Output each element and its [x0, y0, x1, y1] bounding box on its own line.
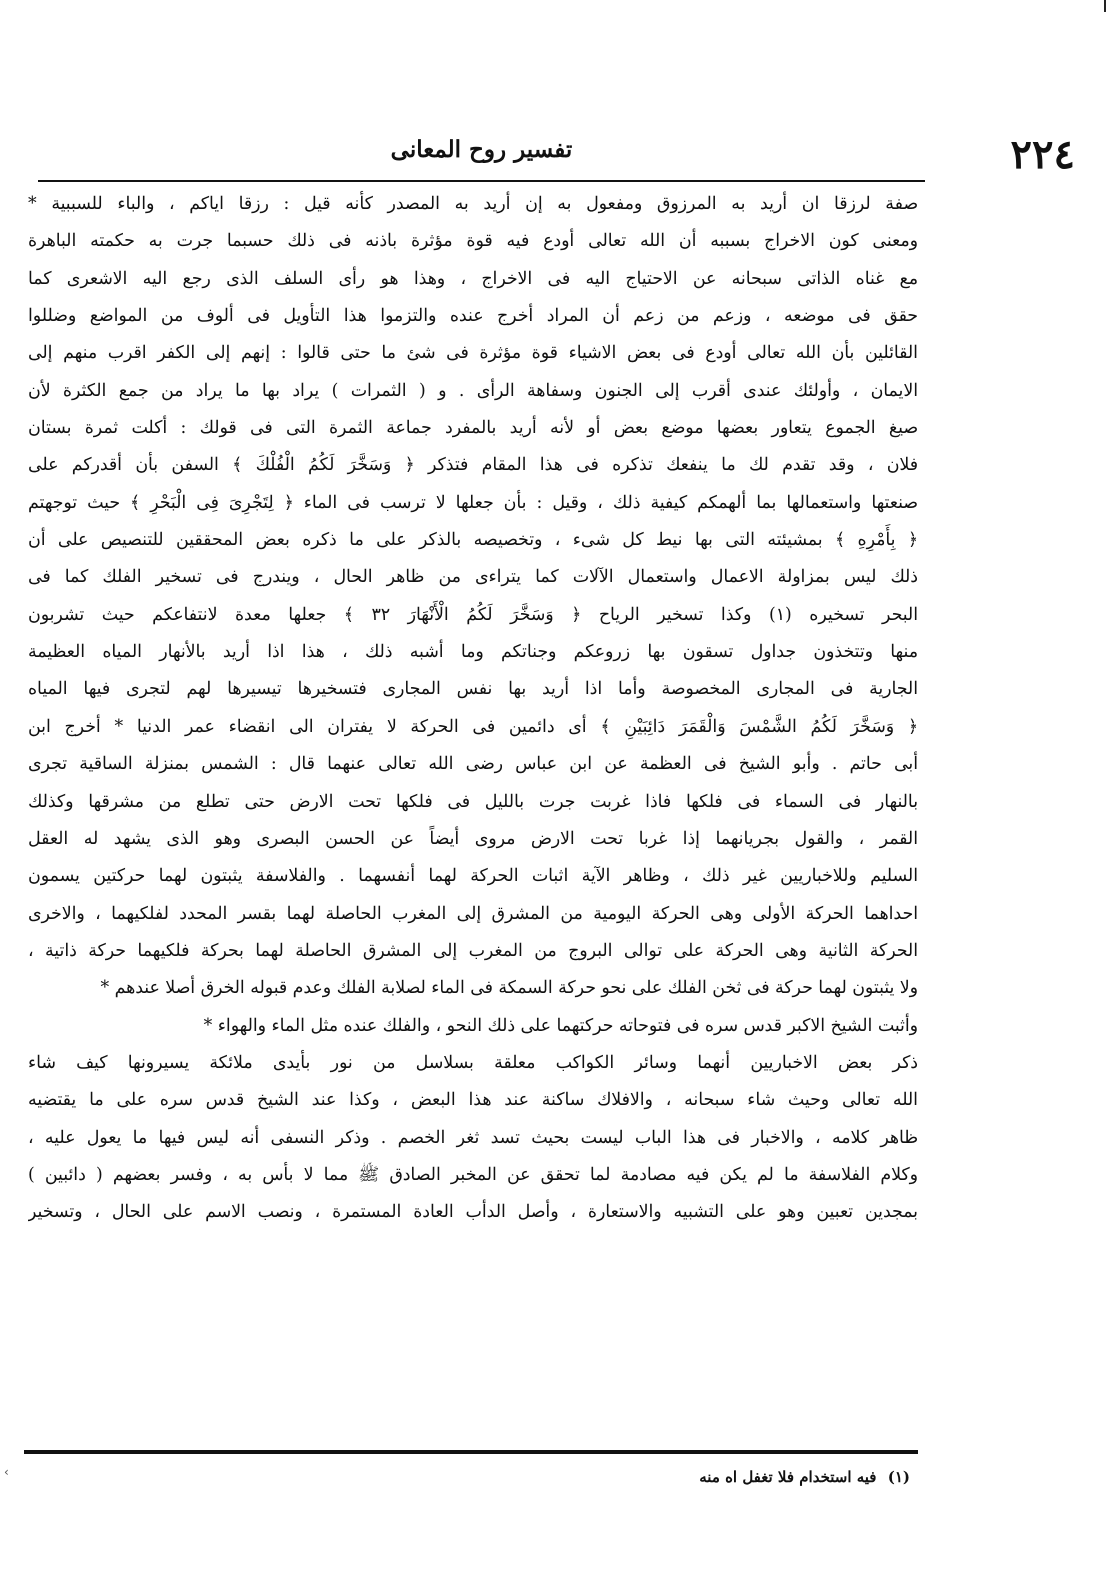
footnote-marker: (١) — [887, 1468, 910, 1486]
text-line: ذلك ليس بمزاولة الاعمال واستعمال الآلات كما يتراءى من ظاهر الحال ، ويندرج فى تسخير الفلك كما فى — [28, 567, 918, 588]
text-line: الله تعالى وحيث شاء سبحانه ، والافلاك ساكنة عند هذا البعض ، وكذا عند الشيخ قدس سره على ما يقتضيه — [28, 1090, 918, 1111]
text-line: وكلام الفلاسفة ما لم يكن فيه مصادمة لما تحقق عن المخبر الصادق ﷺ مما لا بأس به ، وفسر بعضهم ( دائبين ) — [28, 1164, 918, 1185]
text-line: ﴿ وَسَخَّرَ لَكُمُ الشَّمْسَ وَالْقَمَرَ دَائِبَيْنِ ﴾ أى دائمين فى الحركة لا يفتران الى انقضاء عمر الدنيا * أخرج ابن — [28, 716, 918, 737]
page-number: ٢٢٤ — [1010, 131, 1075, 178]
main-text — [28, 186, 918, 1232]
text-line: البحر تسخيره (١) وكذا تسخير الرياح ﴿ وَسَخَّرَ لَكُمُ الْأَنْهَارَ ٣٢ ﴾ جعلها معدة لانتفاعكم حيث تشربون — [28, 604, 918, 625]
text-line: أبى حاتم . وأبو الشيخ فى العظمة عن ابن عباس رضى الله تعالى عنهما قال : الشمس بمنزلة الساقية تجرى — [28, 754, 918, 775]
text-line: القمر ، والقول بجريانهما إذا غربا تحت الارض مروى أيضاً عن الحسن البصرى وهو الذى يشهد له العقل — [28, 828, 918, 849]
text-line: بالنهار فى السماء فى فلكها فاذا غربت جرت بالليل فى فلكها تحت الارض حتى تطلع من مشرقها وكذلك — [28, 791, 918, 812]
footnote-text: فيه استخدام فلا تغفل اه منه — [699, 1468, 877, 1486]
text-line: الحركة الثانية وهى الحركة على توالى البروج من المغرب إلى المشرق الحاصلة لهما بحركة فلكيهما حركة ذاتية ، — [28, 940, 918, 961]
footnote-rule — [24, 1450, 918, 1454]
header-rule — [38, 180, 925, 182]
text-line: فلان ، وقد تقدم لك ما ينفعك تذكره فى هذا المقام فتذكر ﴿ وَسَخَّرَ لَكُمُ الْفُلْكَ ﴾ السفن بأن أقدركم على — [28, 455, 918, 476]
footnote — [310, 1465, 910, 1489]
scan-mark — [1104, 0, 1106, 12]
text-line: الجارية فى المجارى المخصوصة وأما اذا أريد بها نفس المجارى فتسخيرها تيسيرها لهم لتجرى فيها المياه — [28, 679, 918, 700]
text-line: القائلين بأن الله تعالى أودع فى بعض الاشياء قوة مؤثرة فى شئ ما حتى قالوا : إنهم إلى الكفر اقرب منهم إلى — [28, 343, 918, 364]
text-line: وأثبت الشيخ الاكبر قدس سره فى فتوحاته حركتهما على ذلك النحو ، والفلك عنده مثل الماء والهواء * — [203, 1015, 918, 1036]
text-line: ذكر بعض الاخباريين أنهما وسائر الكواكب معلقة بسلاسل من نور بأيدى ملائكة يسيرونها كيف شاء — [28, 1052, 918, 1073]
scan-mark: ‹ — [4, 1465, 9, 1479]
text-line: حقق فى موضعه ، وزعم من زعم أن المراد أخرج عنده والتزموا هذا التأويل فى ألوف من المواضع وضللوا — [28, 306, 918, 327]
page-header — [38, 130, 1075, 180]
text-line: مع غناه الذاتى سبحانه عن الاحتياج اليه فى الاخراج ، وهذا هو رأى السلف الذى رجع اليه الاشعرى كما — [28, 268, 918, 289]
text-line: بمجدين تعبين وهو على التشبيه والاستعارة ، وأصل الدأب العادة المستمرة ، ونصب الاسم على الحال ، وتسخير — [28, 1202, 918, 1223]
text-line: ظاهر كلامه ، والاخبار فى هذا الباب ليست بحيث تسد ثغر الخصم . وذكر النسفى أنه ليس فيها ما يعول عليه ، — [28, 1127, 918, 1148]
text-line: صنعتها واستعمالها بما ألهمكم كيفية ذلك ، وقيل : بأن جعلها لا ترسب فى الماء ﴿ لِتَجْرِىَ فِى الْبَحْرِ ﴾ حيث توجهتم — [28, 492, 918, 513]
text-line: الايمان ، وأولئك عندى أقرب إلى الجنون وسفاهة الرأى . و ( الثمرات ) يراد بها ما يراد من جمع الكثرة لأن — [28, 380, 918, 401]
text-line: احداهما الحركة الأولى وهى الحركة اليومية من المشرق إلى المغرب الحاصلة لهما بقسر المحدد لفلكيهما ، والاخرى — [28, 903, 918, 924]
text-line: منها وتتخذون جداول تسقون بها زروعكم وجناتكم وما أشبه ذلك ، هذا اذا أريد بالأنهار المياه العظيمة — [28, 642, 918, 663]
text-line: ومعنى كون الاخراج بسببه أن الله تعالى أودع فيه قوة مؤثرة باذنه فى ذلك حسبما جرت به حكمته الباهرة — [28, 231, 918, 252]
text-line: السليم وللاخباريين غير ذلك ، وظاهر الآية اثبات الحركة لهما أنفسهما . والفلاسفة يثبتون لهما حركتين يسمون — [28, 866, 918, 887]
text-line: ﴿ بِأَمْرِهِ ﴾ بمشيئته التى بها نيط كل شىء ، وتخصيصه بالذكر على ما ذكره بعض المحققين للتنصيص على أن — [28, 530, 918, 551]
running-title: تفسير روح المعانى — [390, 136, 573, 163]
text-line: صيغ الجموع يتعاور بعضها موضع بعض أو لأنه أريد بالمفرد جماعة الثمرة التى فى قولك : أكلت ثمرة بستان — [28, 418, 918, 439]
text-line: صفة لرزقا ان أريد به المرزوق ومفعول به إن أريد به المصدر كأنه قيل : رزقا اياكم ، والباء للسببية * — [28, 194, 918, 214]
text-line: ولا يثبتون لهما حركة فى ثخن الفلك على نحو حركة السمكة فى الماء لصلابة الفلك وعدم قبوله الخرق أصلا عندهم * — [100, 978, 918, 999]
